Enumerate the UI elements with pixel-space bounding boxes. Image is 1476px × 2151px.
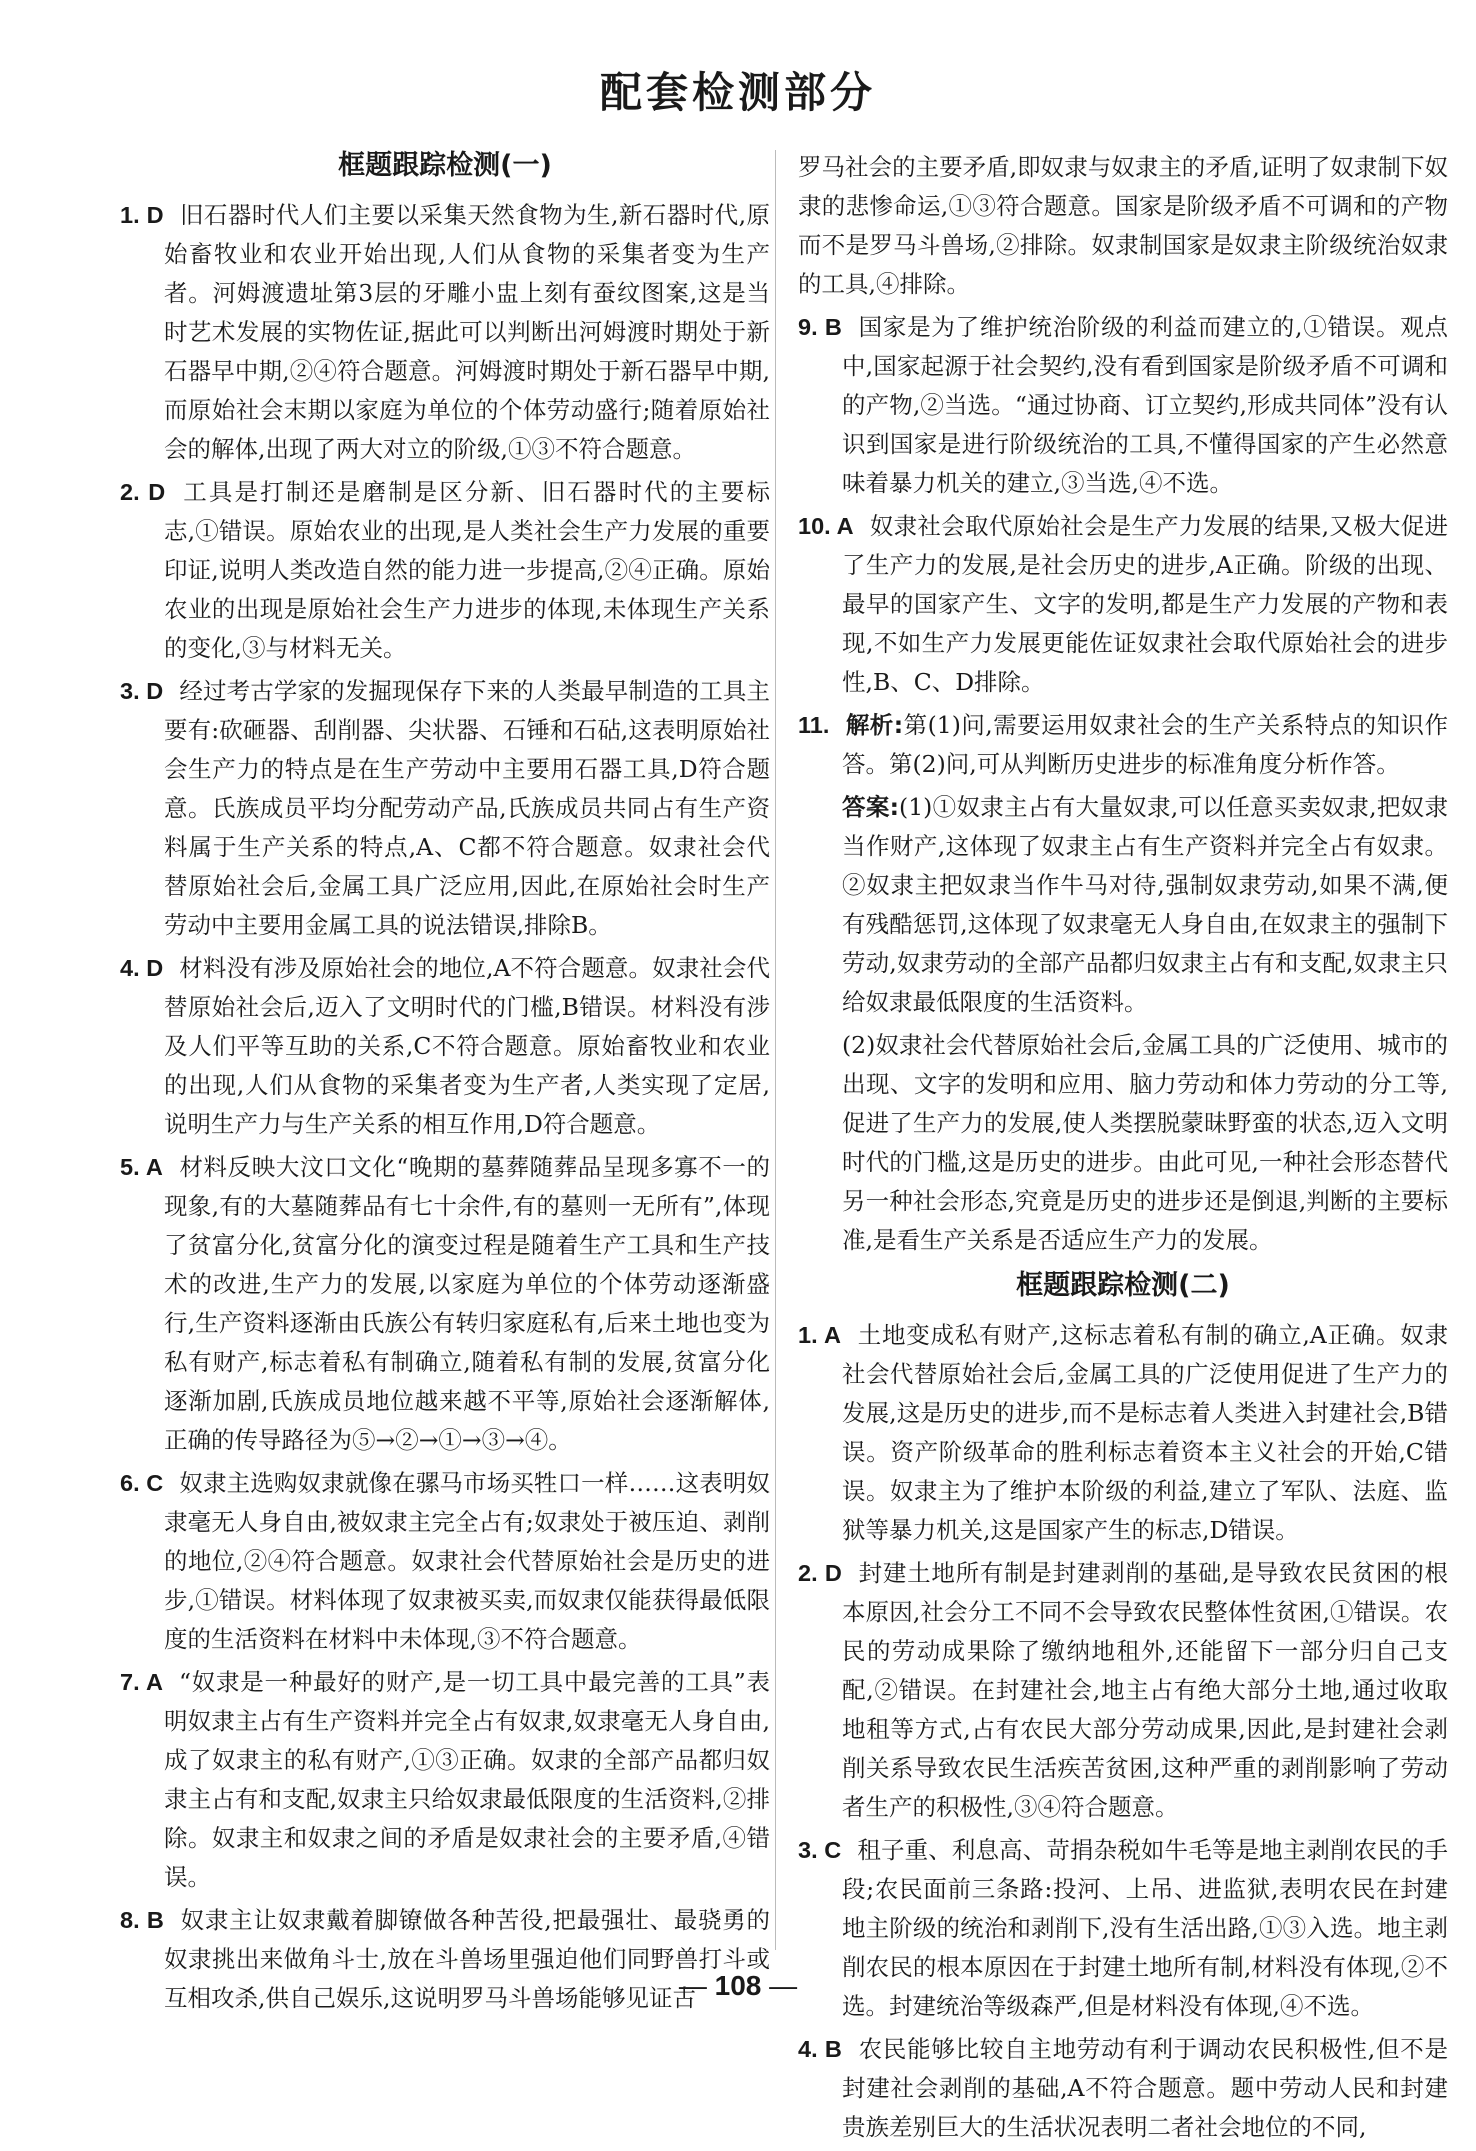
item-text: 材料反映大汶口文化“晚期的墓葬随葬品呈现多寡不一的现象,有的大墓随葬品有七十余件,有的墓则一无所有”,体现了贫富分化,贫富分化的演变过程是随着生产工具和生产技术的改进,生产力的发展,以家庭为单位的个体劳动逐渐盛行,生产资料逐渐由氏族公有转归家庭私有,后来土地也变为私有财产,标志着私有制确立,随着私有制的发展,贫富分化逐渐加剧,氏族成员地位越来越不平等,原始社会逐渐解体,正确的传导路径为⑤→②→①→③→④。 xyxy=(164,1153,771,1454)
answer-text: (1)①奴隶主占有大量奴隶,可以任意买卖奴隶,把奴隶当作财产,这体现了奴隶主占有生产资料并完全占有奴隶。②奴隶主把奴隶当作牛马对待,强制奴隶劳动,如果不满,便有残酷惩罚,这体现了奴隶毫无人身自由,在奴隶主的强制下劳动,奴隶劳动的全部产品都归奴隶主占有和支配,奴隶主只给奴隶最低限度的生活资料。 xyxy=(842,793,1448,1016)
right-column xyxy=(798,148,1448,2151)
item-number: 10. A xyxy=(798,513,854,539)
item-number: 5. A xyxy=(120,1154,163,1180)
item-text: 土地变成私有财产,这标志着私有制的确立,A正确。奴隶社会代替原始社会后,金属工具的广泛使用促进了生产力的发展,这是历史的进步,而不是标志着人类进入封建社会,B错误。资产阶级革命的胜利标志着资本主义社会的开始,C错误。奴隶主为了维护本阶级的利益,建立了军队、法庭、监狱等暴力机关,这是国家产生的标志,D错误。 xyxy=(842,1321,1448,1544)
item-number: 4. D xyxy=(120,955,164,981)
item-number: 3. D xyxy=(120,678,164,704)
continuation-text: 罗马社会的主要矛盾,即奴隶与奴隶主的矛盾,证明了奴隶制下奴隶的悲惨命运,①③符合题意。国家是阶级矛盾不可调和的产物而不是罗马斗兽场,②排除。奴隶制国家是奴隶主阶级统治奴隶的工具,④排除。 xyxy=(798,153,1448,298)
answer-label: 答案: xyxy=(842,793,900,821)
item-number: 6. C xyxy=(120,1470,164,1496)
answer-list xyxy=(798,308,1448,702)
answer-item xyxy=(798,308,1448,503)
item-text: 农民能够比较自主地劳动有利于调动农民积极性,但不是封建社会剥削的基础,A不符合题意。题中劳动人民和封建贵族差别巨大的生活状况表明二者社会地位的不同, xyxy=(842,2035,1448,2141)
analysis-text: 第(1)问,需要运用奴隶社会的生产关系特点的知识作答。第(2)问,可从判断历史进步的标准角度分析作答。 xyxy=(842,711,1448,778)
answer-item xyxy=(798,2030,1448,2147)
analysis-label: 解析: xyxy=(845,711,904,739)
item-number: 9. B xyxy=(798,314,842,340)
answer-item xyxy=(798,1554,1448,1827)
left-column xyxy=(120,140,770,2022)
answer-item xyxy=(120,1464,770,1659)
item-number: 3. C xyxy=(798,1837,842,1863)
answer-item xyxy=(120,672,770,945)
answer-block xyxy=(798,788,1448,1022)
answer-item xyxy=(120,949,770,1144)
page-number: — 108 — xyxy=(0,1970,1476,2002)
item-number: 11. xyxy=(798,712,830,738)
item-text: 旧石器时代人们主要以采集天然食物为生,新石器时代,原始畜牧业和农业开始出现,人们从食物的采集者变为生产者。河姆渡遗址第3层的牙雕小盅上刻有蚕纹图案,这是当时艺术发展的实物佐证,据此可以判断出河姆渡时期处于新石器早中期,②④符合题意。河姆渡时期处于新石器早中期,而原始社会末期以家庭为单位的个体劳动盛行;随着原始社会的解体,出现了两大对立的阶级,①③不符合题意。 xyxy=(164,201,770,463)
answer-item-11 xyxy=(798,706,1448,784)
answer-list xyxy=(120,196,770,2018)
answer-item xyxy=(120,1148,770,1460)
answer-item xyxy=(798,507,1448,702)
item-number: 8. B xyxy=(120,1907,164,1933)
item-number: 2. D xyxy=(798,1560,842,1586)
item-text: 经过考古学家的发掘现保存下来的人类最早制造的工具主要有:砍砸器、刮削器、尖状器、石锤和石砧,这表明原始社会生产力的特点是在生产劳动中主要用石器工具,D符合题意。氏族成员平均分配劳动产品,氏族成员共同占有生产资料属于生产关系的特点,A、C都不符合题意。奴隶社会代替原始社会后,金属工具广泛应用,因此,在原始社会时生产劳动中主要用金属工具的说法错误,排除B。 xyxy=(164,677,770,939)
item-text: 封建土地所有制是封建剥削的基础,是导致农民贫困的根本原因,社会分工不同不会导致农民整体性贫困,①错误。农民的劳动成果除了缴纳地租外,还能留下一部分归自己支配,②错误。在封建社会,地主占有绝大部分土地,通过收取地租等方式,占有农民大部分劳动成果,因此,是封建社会剥削关系导致农民生活疾苦贫困,这种严重的剥削影响了劳动者生产的积极性,③④符合题意。 xyxy=(842,1559,1448,1821)
item-text: 奴隶主选购奴隶就像在骡马市场买牲口一样……这表明奴隶毫无人身自由,被奴隶主完全占有;奴隶处于被压迫、剥削的地位,②④符合题意。奴隶社会代替原始社会是历史的进步,①错误。材料体现了奴隶被买卖,而奴隶仅能获得最低限度的生活资料在材料中未体现,③不符合题意。 xyxy=(164,1469,770,1653)
item-number: 1. D xyxy=(120,202,164,228)
answer-item xyxy=(120,473,770,668)
item-text: 奴隶社会取代原始社会是生产力发展的结果,又极大促进了生产力的发展,是社会历史的进步,A正确。阶级的出现、最早的国家产生、文字的发明,都是生产力发展的产物和表现,不如生产力发展更能佐证奴隶社会取代原始社会的进步性,B、C、D排除。 xyxy=(842,512,1448,696)
answer-item xyxy=(798,1316,1448,1550)
item-text: 材料没有涉及原始社会的地位,A不符合题意。奴隶社会代替原始社会后,迈入了文明时代的门槛,B错误。材料没有涉及人们平等互助的关系,C不符合题意。原始畜牧业和农业的出现,人们从食物的采集者变为生产者,人类实现了定居,说明生产力与生产关系的相互作用,D符合题意。 xyxy=(164,954,770,1138)
answer-item xyxy=(120,196,770,469)
item-text: “奴隶是一种最好的财产,是一切工具中最完善的工具”表明奴隶主占有生产资料并完全占有奴隶,奴隶毫无人身自由,成了奴隶主的私有财产,①③正确。奴隶的全部产品都归奴隶主占有和支配,奴隶主只给奴隶最低限度的生活资料,②排除。奴隶主和奴隶之间的矛盾是奴隶社会的主要矛盾,④错误。 xyxy=(164,1668,771,1891)
section-title: 框题跟踪检测(一) xyxy=(338,150,552,181)
item-text: 工具是打制还是磨制是区分新、旧石器时代的主要标志,①错误。原始农业的出现,是人类社会生产力发展的重要印证,说明人类改造自然的能力进一步提高,②④正确。原始农业的出现是原始社会生产力进步的体现,未体现生产关系的变化,③与材料无关。 xyxy=(164,478,770,662)
item-text: 租子重、利息高、苛捐杂税如牛毛等是地主剥削农民的手段;农民面前三条路:投河、上吊、进监狱,表明农民在封建地主阶级的统治和剥削下,没有生活出路,①③入选。地主剥削农民的根本原因在于封建土地所有制,材料没有体现,②不选。封建统治等级森严,但是材料没有体现,④不选。 xyxy=(842,1836,1448,2020)
item-number: 2. D xyxy=(120,479,166,505)
item-text: 国家是为了维护统治阶级的利益而建立的,①错误。观点中,国家起源于社会契约,没有看到国家是阶级矛盾不可调和的产物,②当选。“通过协商、订立契约,形成共同体”没有认识到国家是进行阶级统治的工具,不懂得国家的产生必然意味着暴力机关的建立,③当选,④不选。 xyxy=(842,313,1448,497)
page-title: 配套检测部分 xyxy=(599,68,876,117)
item-number: 1. A xyxy=(798,1322,841,1348)
item-number: 4. B xyxy=(798,2036,842,2062)
section-title: 框题跟踪检测(二) xyxy=(1016,1270,1230,1301)
answer-text-part-2: (2)奴隶社会代替原始社会后,金属工具的广泛使用、城市的出现、文字的发明和应用、脑力劳动和体力劳动的分工等,促进了生产力的发展,使人类摆脱蒙昧野蛮的状态,迈入文明时代的门槛,这是历史的进步。由此可见,一种社会形态替代另一种社会形态,究竟是历史的进步还是倒退,判断的主要标准,是看生产关系是否适应生产力的发展。 xyxy=(842,1031,1448,1254)
item-number: 7. A xyxy=(120,1669,163,1695)
answer-list xyxy=(798,1316,1448,2147)
answer-item xyxy=(120,1663,770,1897)
column-divider xyxy=(775,150,776,1950)
item-text: 奴隶主让奴隶戴着脚镣做各种苦役,把最强壮、最骁勇的奴隶挑出来做角斗士,放在斗兽场里强迫他们同野兽打斗或互相攻杀,供自己娱乐,这说明罗马斗兽场能够见证古 xyxy=(164,1906,770,2012)
